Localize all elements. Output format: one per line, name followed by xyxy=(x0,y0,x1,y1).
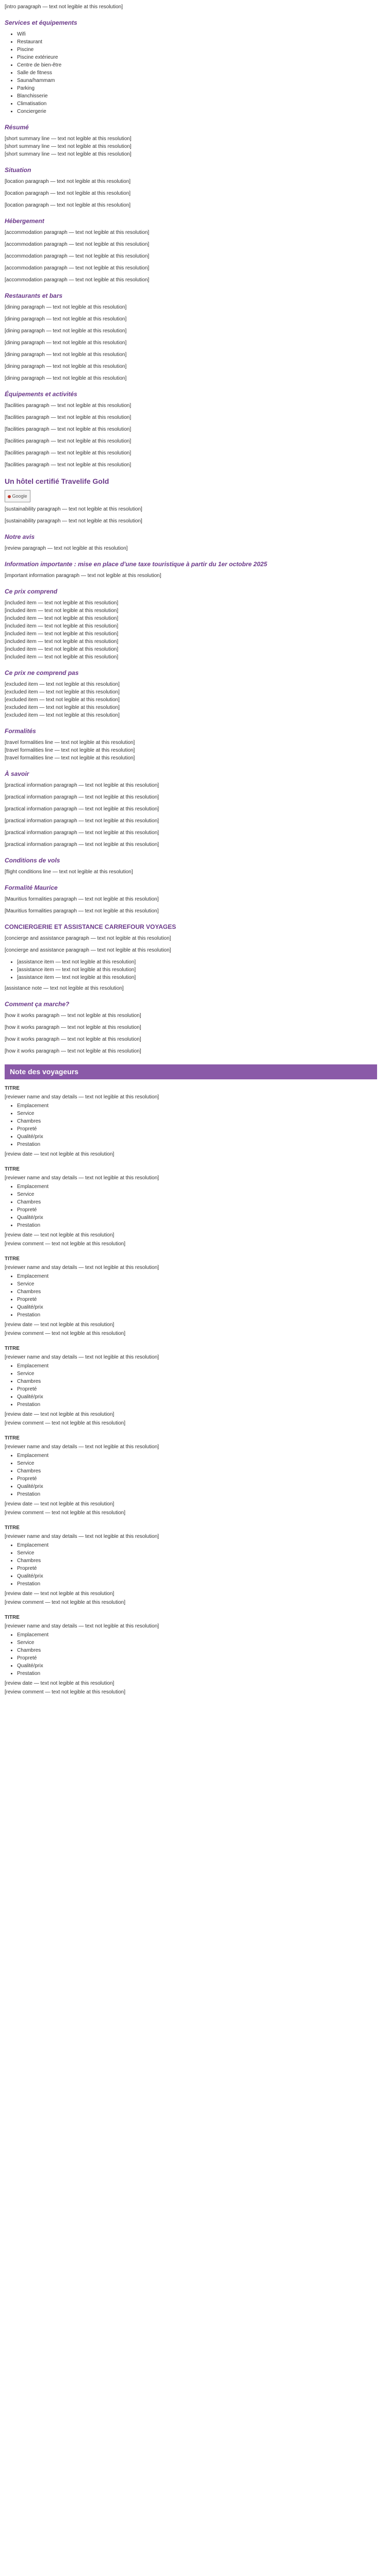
review-criteria xyxy=(5,1452,377,1498)
review-criterion: • Chambres xyxy=(17,1647,377,1654)
review-criterion: • Propreté xyxy=(17,1565,377,1572)
a-savoir-title: À savoir xyxy=(5,770,29,777)
review-criterion: • Service xyxy=(17,1460,377,1467)
prix-non-comprend-title: Ce prix ne comprend pas xyxy=(5,669,79,676)
note-paragraph: [review paragraph — text not legible at this resolution] xyxy=(5,546,128,551)
review-title: TITRE xyxy=(5,1166,20,1172)
formalite-maurice-title: Formalité Maurice xyxy=(5,884,58,891)
review-criteria xyxy=(5,1541,377,1588)
resume-line: [short summary line — text not legible at this resolution] xyxy=(5,136,132,142)
prix-comprend-item: [included item — text not legible at this resolution] xyxy=(5,608,119,614)
formalite-item: [travel formalities line — text not legible at this resolution] xyxy=(5,748,135,753)
review-criterion: • Emplacement xyxy=(17,1183,377,1191)
comment-paragraph: [how it works paragraph — text not legible at this resolution] xyxy=(5,1037,141,1042)
conditions-title: Conditions de vols xyxy=(5,857,60,864)
conciergerie-text xyxy=(5,935,377,954)
reviews-band: Note des voyageurs xyxy=(5,1064,377,1079)
review-date: [review date — text not legible at this resolution] xyxy=(5,1412,115,1417)
situation-paragraph: [location paragraph — text not legible at this resolution] xyxy=(5,202,131,208)
important-paragraph: [important information paragraph — text not legible at this resolution] xyxy=(5,573,161,579)
review-criterion: • Qualité/prix xyxy=(17,1572,377,1580)
review-criterion: • Prestation xyxy=(17,1580,377,1588)
map-thumbnail[interactable] xyxy=(5,490,30,502)
situation-paragraph: [location paragraph — text not legible at this resolution] xyxy=(5,191,131,196)
review-criterion: • Qualité/prix xyxy=(17,1303,377,1311)
service-item: • Piscine extérieure xyxy=(17,54,377,61)
service-item: • Restaurant xyxy=(17,38,377,46)
review-criterion: • Service xyxy=(17,1370,377,1378)
review-card xyxy=(5,1165,377,1248)
equipements-paragraph: [facilities paragraph — text not legible at this resolution] xyxy=(5,462,132,468)
comment-paragraph: [how it works paragraph — text not legible at this resolution] xyxy=(5,1048,141,1054)
a-savoir-paragraph: [practical information paragraph — text not legible at this resolution] xyxy=(5,794,159,800)
prix-comprend-list xyxy=(5,599,377,661)
note-text xyxy=(5,545,377,552)
review-criterion: • Propreté xyxy=(17,1296,377,1303)
review-lead: [reviewer name and stay details — text not legible at this resolution] xyxy=(5,1444,159,1450)
review-criterion: • Service xyxy=(17,1191,377,1198)
review-criterion: • Propreté xyxy=(17,1475,377,1483)
restaurants-paragraph: [dining paragraph — text not legible at this resolution] xyxy=(5,340,127,346)
restaurants-paragraph: [dining paragraph — text not legible at this resolution] xyxy=(5,364,127,369)
service-item: • Wifi xyxy=(17,30,377,38)
intro-paragraph: [intro paragraph — text not legible at this resolution] xyxy=(5,4,123,10)
prix-comprend-item: [included item — text not legible at this resolution] xyxy=(5,616,119,621)
prix-comprend-item: [included item — text not legible at this resolution] xyxy=(5,639,119,645)
conciergerie-title: CONCIERGERIE ET ASSISTANCE CARREFOUR VOYAGES xyxy=(5,923,176,930)
conciergerie-bullet: • [assistance item — text not legible at this resolution] xyxy=(17,966,377,974)
conciergerie-footer: [assistance note — text not legible at this resolution] xyxy=(5,986,124,991)
hebergement-paragraph: [accommodation paragraph — text not legible at this resolution] xyxy=(5,242,150,247)
prix-comprend-item: [included item — text not legible at this resolution] xyxy=(5,631,119,637)
formalites-list xyxy=(5,739,377,762)
review-criterion: • Chambres xyxy=(17,1378,377,1385)
prix-comprend-item: [included item — text not legible at this resolution] xyxy=(5,623,119,629)
review-criteria xyxy=(5,1273,377,1319)
restaurants-paragraph: [dining paragraph — text not legible at this resolution] xyxy=(5,376,127,381)
situation-paragraph: [location paragraph — text not legible at this resolution] xyxy=(5,179,131,184)
hebergement-title: Hébergement xyxy=(5,217,44,225)
review-lead: [reviewer name and stay details — text not legible at this resolution] xyxy=(5,1265,159,1270)
review-date: [review date — text not legible at this resolution] xyxy=(5,1232,115,1238)
comment-paragraph: [how it works paragraph — text not legible at this resolution] xyxy=(5,1013,141,1019)
restaurants-title: Restaurants et bars xyxy=(5,292,63,299)
review-card xyxy=(5,1434,377,1517)
comment-paragraph: [how it works paragraph — text not legible at this resolution] xyxy=(5,1025,141,1030)
review-title: TITRE xyxy=(5,1435,20,1441)
situation-title: Situation xyxy=(5,166,31,174)
review-criterion: • Prestation xyxy=(17,1401,377,1409)
hotel-title: Un hôtel certifié Travelife Gold xyxy=(5,477,109,485)
review-criterion: • Qualité/prix xyxy=(17,1483,377,1490)
restaurants-text xyxy=(5,303,377,382)
review-title: TITRE xyxy=(5,1256,20,1262)
review-comment: [review comment — text not legible at this resolution] xyxy=(5,1241,125,1247)
prix-non-comprend-item: [excluded item — text not legible at this resolution] xyxy=(5,682,120,687)
conciergerie-paragraph: [concierge and assistance paragraph — text not legible at this resolution] xyxy=(5,947,171,953)
comment-ca-marche-title: Comment ça marche? xyxy=(5,1001,70,1008)
prix-comprend-item: [included item — text not legible at this resolution] xyxy=(5,600,119,606)
review-card xyxy=(5,1345,377,1427)
review-title: TITRE xyxy=(5,1346,20,1351)
review-criterion: • Chambres xyxy=(17,1117,377,1125)
resume-title: Résumé xyxy=(5,124,29,131)
review-comment: [review comment — text not legible at this resolution] xyxy=(5,1420,125,1426)
a-savoir-paragraph: [practical information paragraph — text not legible at this resolution] xyxy=(5,830,159,836)
review-lead: [reviewer name and stay details — text not legible at this resolution] xyxy=(5,1175,159,1181)
review-date: [review date — text not legible at this resolution] xyxy=(5,1151,115,1157)
equipements-paragraph: [facilities paragraph — text not legible at this resolution] xyxy=(5,438,132,444)
services-title: Services et équipements xyxy=(5,19,77,26)
equipements-paragraph: [facilities paragraph — text not legible at this resolution] xyxy=(5,427,132,432)
review-criterion: • Prestation xyxy=(17,1490,377,1498)
formalites-title: Formalités xyxy=(5,727,36,735)
service-item: • Climatisation xyxy=(17,100,377,108)
comment-ca-marche-text xyxy=(5,1012,377,1055)
equipements-paragraph: [facilities paragraph — text not legible at this resolution] xyxy=(5,415,132,420)
restaurants-paragraph: [dining paragraph — text not legible at this resolution] xyxy=(5,304,127,310)
service-item: • Centre de bien-être xyxy=(17,61,377,69)
hebergement-paragraph: [accommodation paragraph — text not legible at this resolution] xyxy=(5,265,150,271)
review-card xyxy=(5,1255,377,1337)
a-savoir-paragraph: [practical information paragraph — text not legible at this resolution] xyxy=(5,842,159,848)
equipements-paragraph: [facilities paragraph — text not legible at this resolution] xyxy=(5,450,132,456)
restaurants-paragraph: [dining paragraph — text not legible at this resolution] xyxy=(5,316,127,322)
review-criterion: • Chambres xyxy=(17,1467,377,1475)
review-criterion: • Chambres xyxy=(17,1288,377,1296)
review-criteria xyxy=(5,1102,377,1148)
hotel-text xyxy=(5,505,377,525)
review-criterion: • Emplacement xyxy=(17,1631,377,1639)
review-date: [review date — text not legible at this resolution] xyxy=(5,1501,115,1507)
review-comment: [review comment — text not legible at this resolution] xyxy=(5,1689,125,1695)
review-criteria xyxy=(5,1183,377,1229)
review-criterion: • Propreté xyxy=(17,1206,377,1214)
review-criterion: • Prestation xyxy=(17,1141,377,1148)
map-pin-icon xyxy=(8,495,11,498)
service-item: • Conciergerie xyxy=(17,108,377,115)
review-criterion: • Chambres xyxy=(17,1557,377,1565)
conciergerie-bullet: • [assistance item — text not legible at this resolution] xyxy=(17,974,377,981)
review-lead: [reviewer name and stay details — text not legible at this resolution] xyxy=(5,1354,159,1360)
conciergerie-bullets xyxy=(5,958,377,981)
hebergement-text xyxy=(5,229,377,284)
a-savoir-paragraph: [practical information paragraph — text not legible at this resolution] xyxy=(5,806,159,812)
hotel-paragraph: [sustainability paragraph — text not legible at this resolution] xyxy=(5,506,142,512)
prix-comprend-title: Ce prix comprend xyxy=(5,588,58,595)
prix-non-comprend-item: [excluded item — text not legible at this resolution] xyxy=(5,713,120,718)
a-savoir-text xyxy=(5,782,377,849)
conciergerie-paragraph: [concierge and assistance paragraph — text not legible at this resolution] xyxy=(5,936,171,941)
prix-non-comprend-item: [excluded item — text not legible at this resolution] xyxy=(5,697,120,703)
service-item: • Sauna/hammam xyxy=(17,77,377,84)
review-date: [review date — text not legible at this resolution] xyxy=(5,1681,115,1686)
equipements-text xyxy=(5,402,377,469)
review-criterion: • Service xyxy=(17,1110,377,1117)
resume-line: [short summary line — text not legible at this resolution] xyxy=(5,144,132,149)
review-comment: [review comment — text not legible at this resolution] xyxy=(5,1600,125,1605)
service-item: • Parking xyxy=(17,84,377,92)
review-criterion: • Propreté xyxy=(17,1654,377,1662)
review-criterion: • Qualité/prix xyxy=(17,1214,377,1222)
hebergement-paragraph: [accommodation paragraph — text not legible at this resolution] xyxy=(5,230,150,235)
service-item: • Salle de fitness xyxy=(17,69,377,77)
service-item: • Piscine xyxy=(17,46,377,54)
equipements-paragraph: [facilities paragraph — text not legible at this resolution] xyxy=(5,403,132,409)
formalite-item: [travel formalities line — text not legible at this resolution] xyxy=(5,740,135,745)
review-title: TITRE xyxy=(5,1525,20,1531)
review-criterion: • Emplacement xyxy=(17,1452,377,1460)
formalite-maurice-text xyxy=(5,895,377,915)
review-criterion: • Chambres xyxy=(17,1198,377,1206)
formalite-maurice-paragraph: [Mauritius formalities paragraph — text not legible at this resolution] xyxy=(5,896,159,902)
review-criterion: • Prestation xyxy=(17,1311,377,1319)
important-info-text xyxy=(5,572,377,580)
situation-text xyxy=(5,178,377,209)
review-criterion: • Prestation xyxy=(17,1222,377,1229)
review-lead: [reviewer name and stay details — text not legible at this resolution] xyxy=(5,1534,159,1539)
equipements-title: Équipements et activités xyxy=(5,391,77,398)
review-criterion: • Qualité/prix xyxy=(17,1133,377,1141)
conditions-text: [flight conditions line — text not legible at this resolution] xyxy=(5,869,133,875)
resume-line: [short summary line — text not legible at this resolution] xyxy=(5,151,132,157)
review-criterion: • Qualité/prix xyxy=(17,1393,377,1401)
review-criteria xyxy=(5,1631,377,1677)
hebergement-paragraph: [accommodation paragraph — text not legible at this resolution] xyxy=(5,253,150,259)
a-savoir-paragraph: [practical information paragraph — text not legible at this resolution] xyxy=(5,783,159,788)
review-criteria xyxy=(5,1362,377,1409)
review-title: TITRE xyxy=(5,1086,20,1091)
restaurants-paragraph: [dining paragraph — text not legible at this resolution] xyxy=(5,328,127,334)
review-card xyxy=(5,1084,377,1158)
a-savoir-paragraph: [practical information paragraph — text not legible at this resolution] xyxy=(5,818,159,824)
hotel-paragraph: [sustainability paragraph — text not legible at this resolution] xyxy=(5,518,142,524)
conciergerie-bullet: • [assistance item — text not legible at this resolution] xyxy=(17,958,377,966)
review-criterion: • Propreté xyxy=(17,1125,377,1133)
review-title: TITRE xyxy=(5,1615,20,1620)
review-criterion: • Service xyxy=(17,1549,377,1557)
formalite-maurice-paragraph: [Mauritius formalities paragraph — text not legible at this resolution] xyxy=(5,908,159,914)
restaurants-paragraph: [dining paragraph — text not legible at this resolution] xyxy=(5,352,127,358)
service-item: • Blanchisserie xyxy=(17,92,377,100)
reviews-list xyxy=(5,1084,377,1696)
review-criterion: • Emplacement xyxy=(17,1102,377,1110)
review-criterion: • Prestation xyxy=(17,1670,377,1677)
prix-non-comprend-list xyxy=(5,681,377,719)
resume-lines xyxy=(5,135,377,158)
review-criterion: • Propreté xyxy=(17,1385,377,1393)
review-lead: [reviewer name and stay details — text not legible at this resolution] xyxy=(5,1094,159,1100)
review-date: [review date — text not legible at this resolution] xyxy=(5,1591,115,1597)
prix-comprend-item: [included item — text not legible at this resolution] xyxy=(5,654,119,660)
map-label: Google xyxy=(12,494,27,499)
review-criterion: • Service xyxy=(17,1280,377,1288)
hebergement-paragraph: [accommodation paragraph — text not legible at this resolution] xyxy=(5,277,150,283)
review-comment: [review comment — text not legible at this resolution] xyxy=(5,1331,125,1336)
review-date: [review date — text not legible at this resolution] xyxy=(5,1322,115,1328)
review-criterion: • Emplacement xyxy=(17,1273,377,1280)
review-criterion: • Emplacement xyxy=(17,1541,377,1549)
prix-non-comprend-item: [excluded item — text not legible at this resolution] xyxy=(5,689,120,695)
note-title: Notre avis xyxy=(5,533,35,540)
review-comment: [review comment — text not legible at this resolution] xyxy=(5,1510,125,1516)
review-card xyxy=(5,1524,377,1606)
review-card xyxy=(5,1614,377,1696)
prix-comprend-item: [included item — text not legible at this resolution] xyxy=(5,647,119,652)
review-criterion: • Emplacement xyxy=(17,1362,377,1370)
services-list xyxy=(5,30,377,115)
prix-non-comprend-item: [excluded item — text not legible at this resolution] xyxy=(5,705,120,710)
review-criterion: • Qualité/prix xyxy=(17,1662,377,1670)
review-lead: [reviewer name and stay details — text not legible at this resolution] xyxy=(5,1623,159,1629)
important-info-title: Information importante : mise en place d'une taxe touristique à partir du 1er octobre 2025 xyxy=(5,561,267,568)
review-criterion: • Service xyxy=(17,1639,377,1647)
hotel-description-page xyxy=(0,3,382,1714)
formalite-item: [travel formalities line — text not legible at this resolution] xyxy=(5,755,135,761)
